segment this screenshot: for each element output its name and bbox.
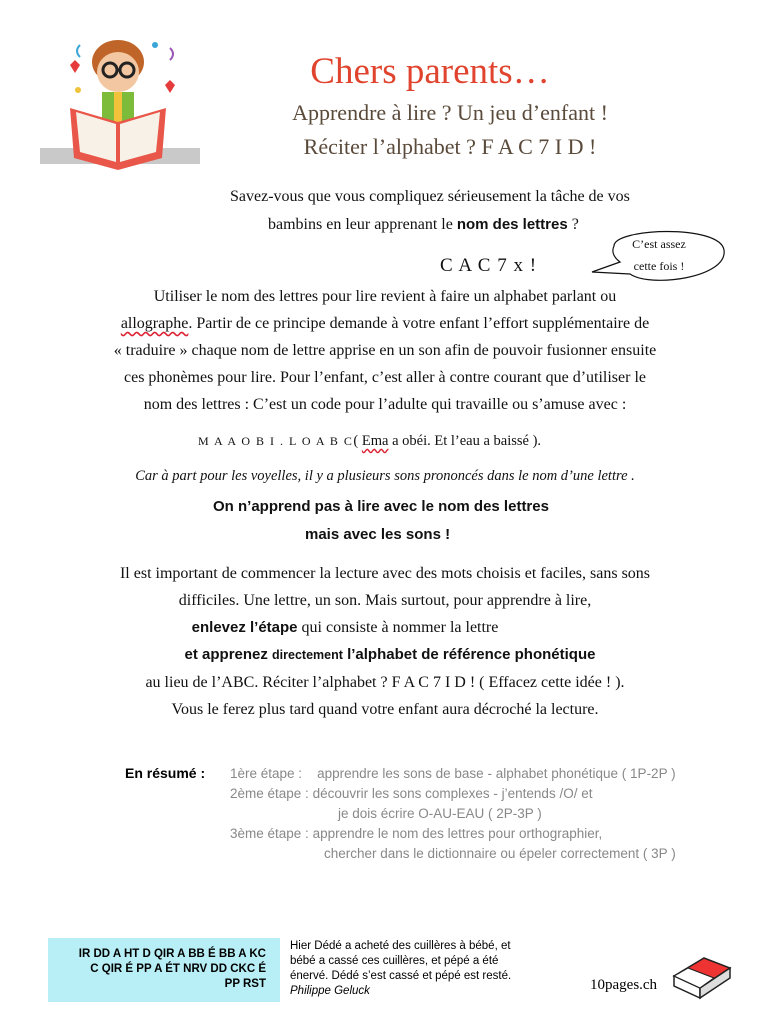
quote-line2: bébé a cassé ces cuillères, et pépé a été: [290, 955, 499, 967]
intro-line2-bold: nom des lettres: [456, 216, 568, 233]
step3-label: 3ème étape :: [230, 826, 309, 841]
step3-text2: chercher dans le dictionnaire ou épeler correctement ( 3P ): [324, 846, 676, 861]
para1-line3: « traduire » chaque nom de lettre apprise en un son afin de pouvoir fusionner ensuite: [113, 342, 657, 359]
step2-text2: je dois écrire O-AU-EAU ( 2P-3P ): [338, 806, 542, 821]
subtitle-read: Apprendre à lire ? Un jeu d’enfant !: [292, 100, 608, 125]
quote-line1: Hier Dédé a acheté des cuillères à bébé, et: [290, 940, 511, 952]
intro-line2-pre: bambins en leur apprenant le: [268, 216, 457, 233]
speech-bubble-text: [600, 233, 718, 277]
para2-line1: Il est important de commencer la lecture avec des mots choisis et faciles, sans sons: [119, 565, 651, 582]
eraser-icon: [668, 946, 734, 1000]
summary-step1: [230, 764, 750, 784]
para1: [60, 283, 710, 418]
enlevez-bold: enlevez l’étape: [191, 619, 298, 636]
step3-text: apprendre le nom des lettres pour orthographier,: [312, 826, 603, 841]
summary-label: En résumé :: [125, 765, 206, 781]
quote-block: [290, 939, 560, 999]
para2-line2: difficiles. Une lettre, un son. Mais surtout, pour apprendre à lire,: [178, 592, 592, 609]
summary-step3: [230, 824, 750, 844]
para2-line5: au lieu de l’ABC. Réciter l’alphabet ? F A C 7 I D ! ( Effacez cette idée ! ).: [145, 674, 625, 691]
bubble-line1: C’est assez: [632, 237, 686, 251]
example-line: [198, 428, 718, 455]
para2: [40, 560, 730, 723]
bold-statement-2: mais avec les sons !: [305, 526, 451, 543]
bubble-line2: cette fois !: [633, 259, 685, 273]
coded-line3: PP RST: [224, 978, 266, 990]
step1-label: 1ère étape :: [230, 766, 303, 781]
example-rest: a obéi. Et l’eau a baissé ).: [388, 433, 542, 449]
coded-sentence-box: [48, 938, 280, 1002]
para2-line3-rest: qui consiste à nommer la lettre: [297, 619, 499, 636]
coded-line1: IR DD A HT D QIR A BB É BB A KC: [78, 948, 266, 960]
page-title: Chers parents…: [310, 51, 550, 92]
para1-line2: [60, 310, 710, 337]
cac-text: C A C 7 x !: [440, 255, 538, 276]
coded-line2: C QIR É PP A ÉT NRV DD CKC É: [90, 963, 266, 975]
para1-line1: Utiliser le nom des lettres pour lire revient à faire un alphabet parlant ou: [153, 288, 617, 305]
para2-line3: [0, 614, 730, 641]
example-open: (: [353, 433, 362, 449]
para2-line6: Vous le ferez plus tard quand votre enfant aura décroché la lecture.: [171, 701, 599, 718]
para1-line4: ces phonèmes pour lire. Pour l’enfant, c’est aller à contre courant que d’utiliser le: [123, 369, 647, 386]
example-code: M A A O B I . L O A B C: [198, 434, 354, 448]
apprenez-bold: et apprenez: [184, 646, 273, 663]
ema-word: Ema: [361, 433, 389, 449]
bold-statement-1: On n’apprend pas à lire avec le nom des lettres: [213, 498, 549, 515]
quote-line3: énervé. Dédé s’est cassé et pépé est resté.: [290, 970, 512, 982]
directement-bold: directement: [272, 648, 343, 662]
alphabet-bold: l’alphabet de référence phonétique: [342, 646, 596, 663]
step2-label: 2ème étape :: [230, 786, 309, 801]
intro-line1: Savez-vous que vous compliquez sérieusement la tâche de vos: [230, 188, 630, 205]
summary-step2: [230, 784, 750, 804]
para1-line2-rest: . Partir de ce principe demande à votre enfant l’effort supplémentaire de: [188, 315, 650, 332]
allographe-word: allographe: [120, 315, 189, 332]
quote-author: Philippe Geluck: [290, 985, 370, 997]
brand-name: 10pages.ch: [590, 977, 658, 993]
reading-boy-illustration: [40, 30, 205, 175]
step2-text: découvrir les sons complexes - j’entends /O/ et: [312, 786, 593, 801]
intro-line2-post: ?: [567, 216, 579, 233]
italic-note: Car à part pour les voyelles, il y a plusieurs sons prononcés dans le nom d’une lettre .: [135, 468, 635, 484]
summary-block: [230, 764, 750, 864]
para1-line5: nom des lettres : C’est un code pour l’adulte qui travaille ou s’amuse avec :: [143, 396, 627, 413]
subtitle-alphabet: Réciter l’alphabet ? F A C 7 I D !: [303, 134, 597, 159]
para2-line4: [50, 641, 730, 669]
step1-text: apprendre les sons de base - alphabet phonétique ( 1P-2P ): [317, 766, 676, 781]
